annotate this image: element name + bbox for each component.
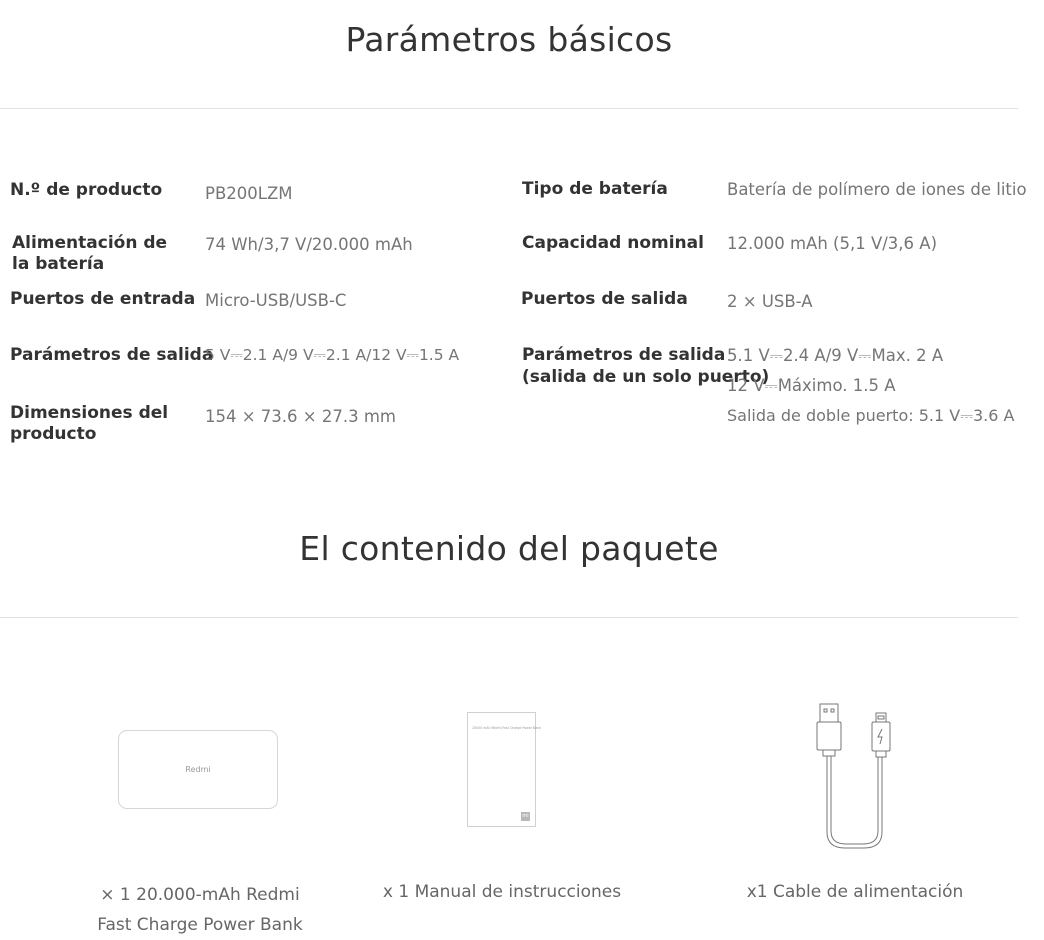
caption-powerbank: × 1 20.000-mAh Redmi Fast Charge Power Bank [97, 885, 303, 935]
spec-label-rated-capacity: Capacidad nominal [522, 233, 704, 253]
spec-value-output-params: 5 V⎓2.1 A/9 V⎓2.1 A/12 V⎓1.5 A [205, 346, 460, 364]
spec-label-battery-type: Tipo de batería [522, 179, 668, 199]
spec-value-line: 12 V⎓Máximo. 1.5 A [727, 376, 896, 395]
powerbank-image [118, 730, 278, 809]
powerbank-brand-text: Redmi [185, 765, 211, 774]
spec-label-single-port-output: Parámetros de salida (salida de un solo puerto) [522, 345, 770, 387]
caption-cable: x1 Cable de alimentación [746, 882, 964, 902]
spec-value-line: Salida de doble puerto: 5.1 V⎓3.6 A [727, 406, 1015, 425]
package-section-title: El contenido del paquete [299, 529, 719, 568]
manual-image [467, 712, 542, 827]
spec-label-dimensions: Dimensiones del producto [10, 403, 169, 444]
spec-label-output-ports: Puertos de salida [521, 289, 688, 309]
spec-value-rated-capacity: 12.000 mAh (5,1 V/3,6 A) [727, 234, 938, 253]
usb-cable-icon [810, 700, 900, 852]
package-divider [0, 617, 1018, 618]
spec-value-battery-power: 74 Wh/3,7 V/20.000 mAh [205, 235, 413, 254]
specs-divider [0, 108, 1018, 109]
spec-value-input-ports: Micro-USB/USB-C [205, 291, 347, 310]
spec-label-product-number: N.º de producto [10, 180, 163, 200]
spec-value-product-number: PB200LZM [205, 184, 293, 203]
spec-value-dimensions: 154 × 73.6 × 27.3 mm [205, 407, 396, 426]
caption-manual: x 1 Manual de instrucciones [382, 882, 622, 902]
spec-value-line: 5.1 V⎓2.4 A/9 V⎓Max. 2 A [727, 346, 944, 365]
spec-label-battery-power: Alimentación de la batería [12, 233, 168, 274]
spec-label-output-params: Parámetros de salida [10, 345, 214, 365]
manual-cover-text: 20000 mAh Redmi Fast Charge Power Bank [472, 726, 542, 730]
spec-label-input-ports: Puertos de entrada [10, 289, 196, 309]
specs-section-title: Parámetros básicos [345, 20, 673, 59]
mi-logo-icon: mi [522, 813, 529, 819]
spec-value-output-ports: 2 × USB-A [727, 292, 813, 311]
spec-value-single-port-output [727, 345, 1014, 435]
spec-value-battery-type: Batería de polímero de iones de litio [727, 180, 1027, 199]
